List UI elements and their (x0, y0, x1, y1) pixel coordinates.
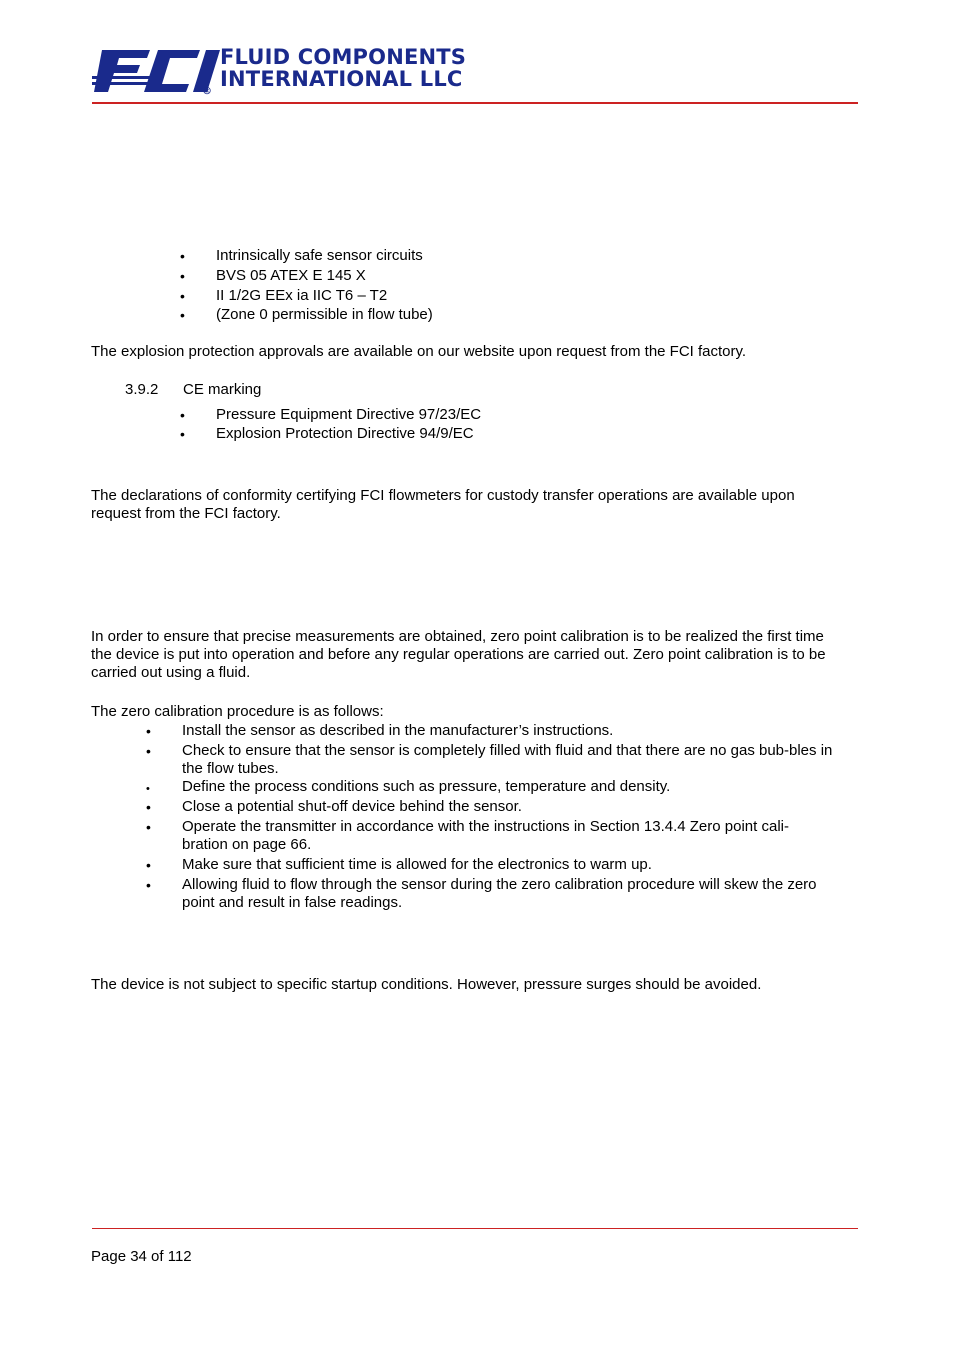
company-name-line1: FLUID COMPONENTS (220, 45, 467, 69)
list-item: Operate the transmitter in accordance with the instructions in Section 13.4.4 Zero point cali-bration on page 66. (182, 818, 789, 853)
bullet-icon: • (146, 857, 151, 873)
list-item: Pressure Equipment Directive 97/23/EC (216, 406, 482, 423)
bullet-icon: • (180, 426, 185, 442)
calibration-paragraph: In order to ensure that precise measurements are obtained, zero point calibration is to be realized the first time the device is put into operation and before any regular operations are carried out. Zero point calibration is to be carried out using a fluid. (91, 628, 826, 681)
bullet-icon: • (180, 307, 185, 323)
section-title: CE marking (183, 381, 262, 398)
svg-text:®: ® (202, 86, 212, 96)
bullet-icon: • (146, 799, 151, 815)
list-item: (Zone 0 permissible in flow tube) (216, 306, 433, 323)
procedure-intro: The zero calibration procedure is as follows: (91, 703, 384, 720)
explosion-paragraph: The explosion protection approvals are available on our website upon request from the FCI factory. (91, 343, 747, 360)
list-item: Make sure that sufficient time is allowed for the electronics to warm up. (182, 856, 652, 873)
list-item: Explosion Protection Directive 94/9/EC (216, 425, 474, 442)
list-item: II 1/2G EEx ia IIC T6 – T2 (216, 287, 388, 304)
section-number: 3.9.2 (125, 381, 159, 398)
footer-rule (92, 1228, 858, 1229)
bullet-icon: • (146, 877, 151, 893)
bullet-icon: • (146, 819, 151, 835)
bullet-icon: • (180, 288, 185, 304)
header-rule (92, 102, 858, 104)
company-name (220, 46, 466, 90)
bullet-icon: • (180, 268, 185, 284)
list-item: Allowing fluid to flow through the sensor during the zero calibration procedure will skew the zero point and result in false readings. (182, 876, 817, 911)
company-name-line2: INTERNATIONAL LLC (220, 67, 463, 91)
list-item: Close a potential shut-off device behind the sensor. (182, 798, 522, 815)
bullet-icon: • (146, 783, 150, 795)
bullet-icon: • (146, 743, 151, 759)
bullet-icon: • (180, 248, 185, 264)
list-item: BVS 05 ATEX E 145 X (216, 267, 366, 284)
list-item: Define the process conditions such as pressure, temperature and density. (182, 778, 671, 795)
bullet-icon: • (146, 723, 151, 739)
list-item: Check to ensure that the sensor is completely filled with fluid and that there are no gas bub-bles in the flow tubes. (182, 742, 833, 777)
list-item: Intrinsically safe sensor circuits (216, 247, 423, 264)
page-number: Page 34 of 112 (91, 1248, 192, 1265)
list-item: Install the sensor as described in the manufacturer’s instructions. (182, 722, 614, 739)
conformity-paragraph: The declarations of conformity certifying FCI flowmeters for custody transfer operations are available upon request from the FCI factory. (91, 487, 795, 522)
startup-paragraph: The device is not subject to specific startup conditions. However, pressure surges should be avoided. (91, 976, 762, 993)
bullet-icon: • (180, 407, 185, 423)
